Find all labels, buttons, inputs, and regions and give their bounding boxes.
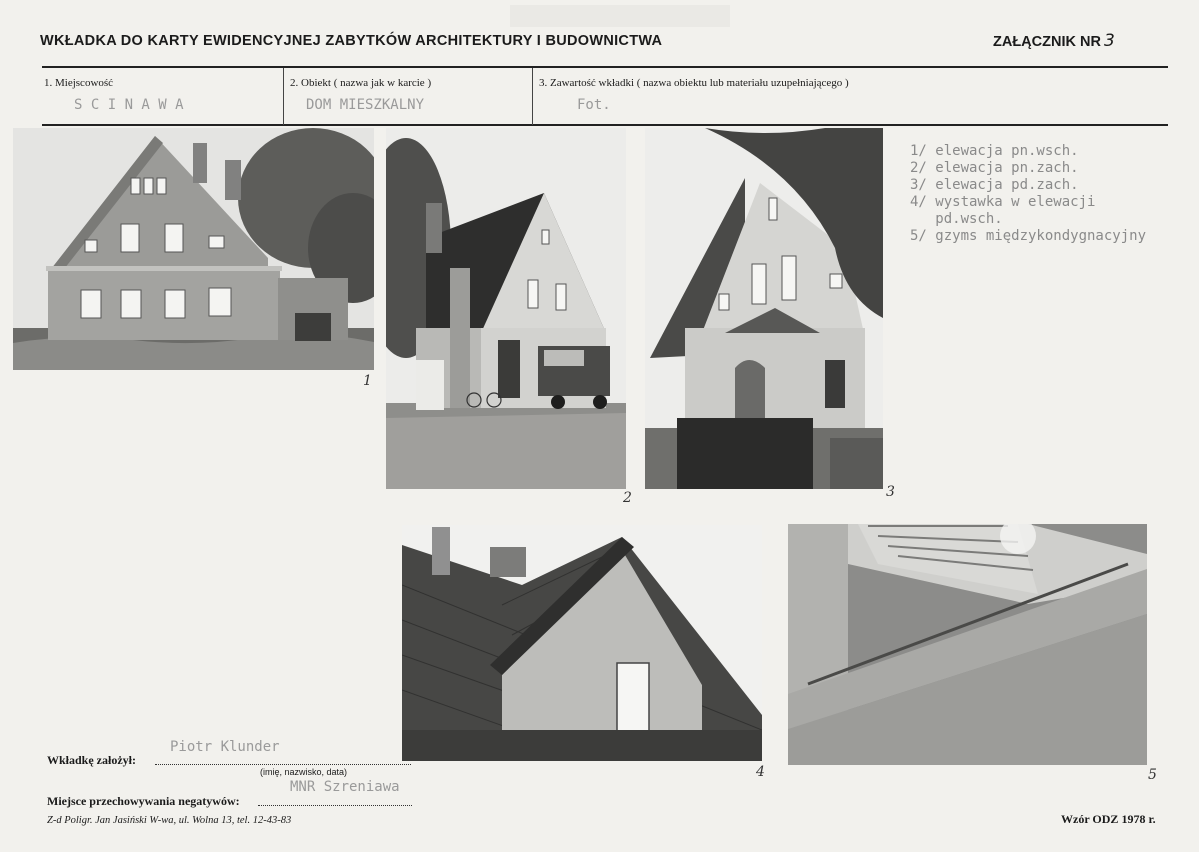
photo-number-5: 5 (1148, 767, 1157, 783)
header-rule-top (42, 66, 1168, 68)
photo-cornice-detail (788, 524, 1147, 765)
photo-house-front (13, 128, 374, 370)
photo-house-gable-tree (645, 128, 883, 489)
annex-label (993, 31, 1115, 51)
creator-label: Wkładkę założył: (47, 753, 136, 767)
field-object-label: 2. Obiekt ( nazwa jak w karcie ) (290, 77, 432, 89)
photo-number-1: 1 (363, 373, 372, 389)
field-object-value: DOM MIESZKALNY (306, 97, 425, 113)
caption-4-cont: pd.wsch. (910, 211, 1003, 227)
caption-1: 1/ elewacja pn.wsch. (910, 143, 1079, 159)
form-designation: Wzór ODZ 1978 r. (1061, 812, 1156, 826)
field-divider-1 (283, 68, 284, 125)
sheet-title: WKŁADKA DO KARTY EWIDENCYJNEJ ZABYTKÓW ARCHITEKTURY I BUDOWNICTWA (40, 33, 663, 49)
field-locality-label: 1. Miejscowość (44, 77, 114, 89)
photo-captions (910, 143, 1146, 245)
photo-dormer-roof (402, 525, 762, 761)
creator-hint: (imię, nazwisko, data) (260, 767, 348, 777)
field-content-value: Fot. (577, 97, 611, 113)
field-content-label: 3. Zawartość wkładki ( nazwa obiektu lub materiału uzupełniającego ) (539, 77, 849, 89)
storage-label: Miejsce przechowywania negatywów: (47, 794, 240, 808)
header-rule-bottom (42, 124, 1168, 126)
photo-number-4: 4 (756, 764, 765, 780)
creator-line (155, 764, 411, 765)
printer-imprint: Z-d Poligr. Jan Jasiński W-wa, ul. Wolna 13, tel. 12-43-83 (47, 815, 292, 826)
caption-5: 5/ gzyms międzykondygnacyjny (910, 228, 1147, 244)
annex-number: 3 (1103, 31, 1115, 51)
field-divider-2 (532, 68, 533, 125)
faint-stamp (510, 5, 730, 27)
photo-house-gable-truck (386, 128, 626, 489)
caption-2: 2/ elewacja pn.zach. (910, 160, 1079, 176)
caption-4: 4/ wystawka w elewacji (910, 194, 1096, 210)
photo-number-2: 2 (623, 490, 632, 506)
field-locality-value: S C I N A W A (74, 97, 184, 113)
annex-label-text: ZAŁĄCZNIK NR (993, 34, 1101, 50)
storage-line (258, 805, 412, 806)
caption-3: 3/ elewacja pd.zach. (910, 177, 1079, 193)
creator-value: Piotr Klunder (170, 739, 280, 755)
storage-value: MNR Szreniawa (290, 779, 400, 795)
photo-number-3: 3 (886, 484, 895, 500)
